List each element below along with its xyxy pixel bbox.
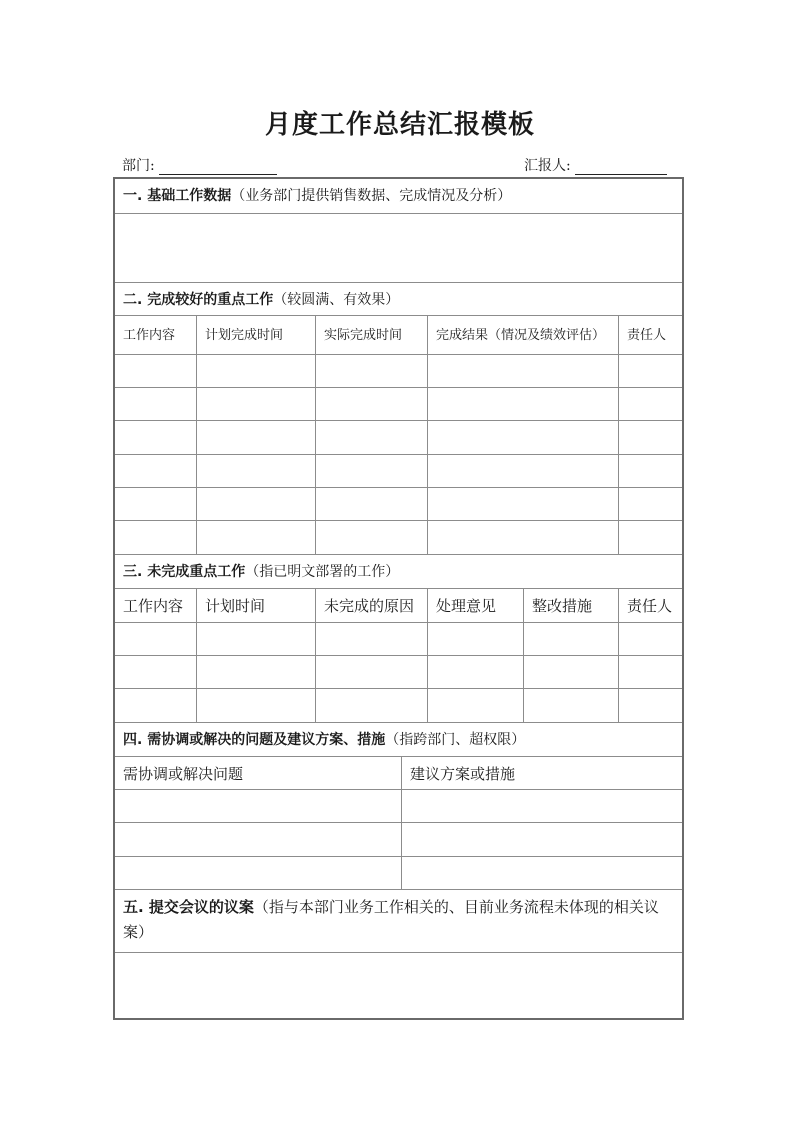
table-cell[interactable] [427,455,618,488]
reporter-label: 汇报人: [524,158,571,174]
section-3-title: 三. 未完成重点工作 [123,564,246,580]
table-cell[interactable] [427,388,618,421]
department-label: 部门: [122,158,155,174]
section-3-header [115,554,682,588]
table-cell[interactable] [315,388,427,421]
table-cell[interactable] [401,823,682,857]
s3-col-reason: 未完成的原因 [315,589,427,623]
s2-col-result: 完成结果（情况及绩效评估） [427,316,618,355]
table-row [115,520,682,555]
table-cell[interactable] [115,421,196,455]
table-cell[interactable] [115,388,196,421]
reporter-field [524,155,667,175]
table-cell[interactable] [618,689,682,723]
table-cell[interactable] [401,790,682,823]
table-cell[interactable] [523,623,618,656]
table-row [115,354,682,388]
table-cell[interactable] [115,455,196,488]
section-1-title: 一. 基础工作数据 [123,188,232,204]
table-cell[interactable] [196,623,315,656]
table-cell[interactable] [523,656,618,689]
page-title: 月度工作总结汇报模板 [264,110,535,140]
table-cell[interactable] [315,488,427,521]
section-5-header [115,889,682,952]
table-row [115,655,682,689]
table-cell[interactable] [427,656,523,689]
s3-col-handling: 处理意见 [427,589,523,623]
table-cell[interactable] [427,623,523,656]
s3-col-content: 工作内容 [123,597,184,615]
section-4-note: （指跨部门、超权限） [385,732,526,748]
table-cell[interactable] [196,689,315,723]
s4-col-proposals: 建议方案或措施 [401,757,682,790]
table-cell[interactable] [618,623,682,656]
section-4-title: 四. 需协调或解决的问题及建议方案、措施 [123,732,386,748]
section-1-header [115,179,682,213]
table-cell[interactable] [315,656,427,689]
table-cell[interactable] [196,421,315,455]
table-cell[interactable] [315,421,427,455]
section-5-title: 五. 提交会议的议案 [123,898,254,916]
table-row [115,789,682,823]
section-2-header [115,282,682,315]
table-cell[interactable] [618,488,682,521]
table-cell[interactable] [523,689,618,723]
table-cell[interactable] [618,656,682,689]
table-row [115,420,682,455]
table-cell[interactable] [196,455,315,488]
section-4-header-row [115,756,682,790]
section-1-input-area[interactable] [115,213,682,283]
table-cell[interactable] [115,623,196,656]
report-form [113,177,684,1020]
table-row [115,387,682,421]
s3-col-owner: 责任人 [618,589,682,623]
table-row [115,622,682,656]
table-row [115,454,682,488]
table-cell[interactable] [196,355,315,388]
section-3-header-row [115,588,682,623]
table-cell[interactable] [115,689,196,723]
table-cell[interactable] [315,689,427,723]
table-cell[interactable] [115,355,196,388]
table-cell[interactable] [315,521,427,555]
table-cell[interactable] [115,488,196,521]
table-cell[interactable] [196,488,315,521]
s4-col-issues: 需协调或解决问题 [123,765,244,783]
section-1-note: （业务部门提供销售数据、完成情况及分析） [231,188,512,204]
table-cell[interactable] [427,355,618,388]
section-2-title: 二. 完成较好的重点工作 [123,292,274,308]
table-row [115,688,682,723]
table-cell[interactable] [427,521,618,555]
section-3-note: （指已明文部署的工作） [245,564,400,580]
table-cell[interactable] [115,790,401,823]
table-cell[interactable] [196,388,315,421]
reporter-input-line[interactable] [575,158,667,175]
section-5-note: （指与本部门业务工作相关的、目前业务流程未体现的相关议案） [123,898,659,941]
table-cell[interactable] [315,355,427,388]
s2-col-actual-time: 实际完成时间 [315,316,427,355]
s3-col-planned-time: 计划时间 [196,589,315,623]
table-cell[interactable] [115,823,401,857]
table-cell[interactable] [618,521,682,555]
table-cell[interactable] [618,455,682,488]
table-cell[interactable] [115,521,196,555]
table-cell[interactable] [115,857,401,890]
table-cell[interactable] [618,388,682,421]
s2-col-planned-time: 计划完成时间 [196,316,315,355]
department-input-line[interactable] [159,158,277,175]
section-4-header [115,722,682,756]
s2-col-content: 工作内容 [123,328,176,343]
table-cell[interactable] [427,689,523,723]
table-cell[interactable] [401,857,682,890]
table-row [115,487,682,521]
section-2-header-row [115,315,682,355]
department-field [122,155,277,175]
table-cell[interactable] [115,656,196,689]
table-cell[interactable] [618,355,682,388]
table-cell[interactable] [427,421,618,455]
section-2-note: （较圆满、有效果） [273,292,400,308]
table-cell[interactable] [196,656,315,689]
table-row [115,856,682,890]
table-cell[interactable] [315,455,427,488]
table-cell[interactable] [315,623,427,656]
table-cell[interactable] [196,521,315,555]
s2-col-owner: 责任人 [618,316,682,355]
table-cell[interactable] [427,488,618,521]
table-cell[interactable] [618,421,682,455]
s3-col-measures: 整改措施 [523,589,618,623]
table-row [115,822,682,857]
section-5-input-area[interactable] [115,952,682,1019]
